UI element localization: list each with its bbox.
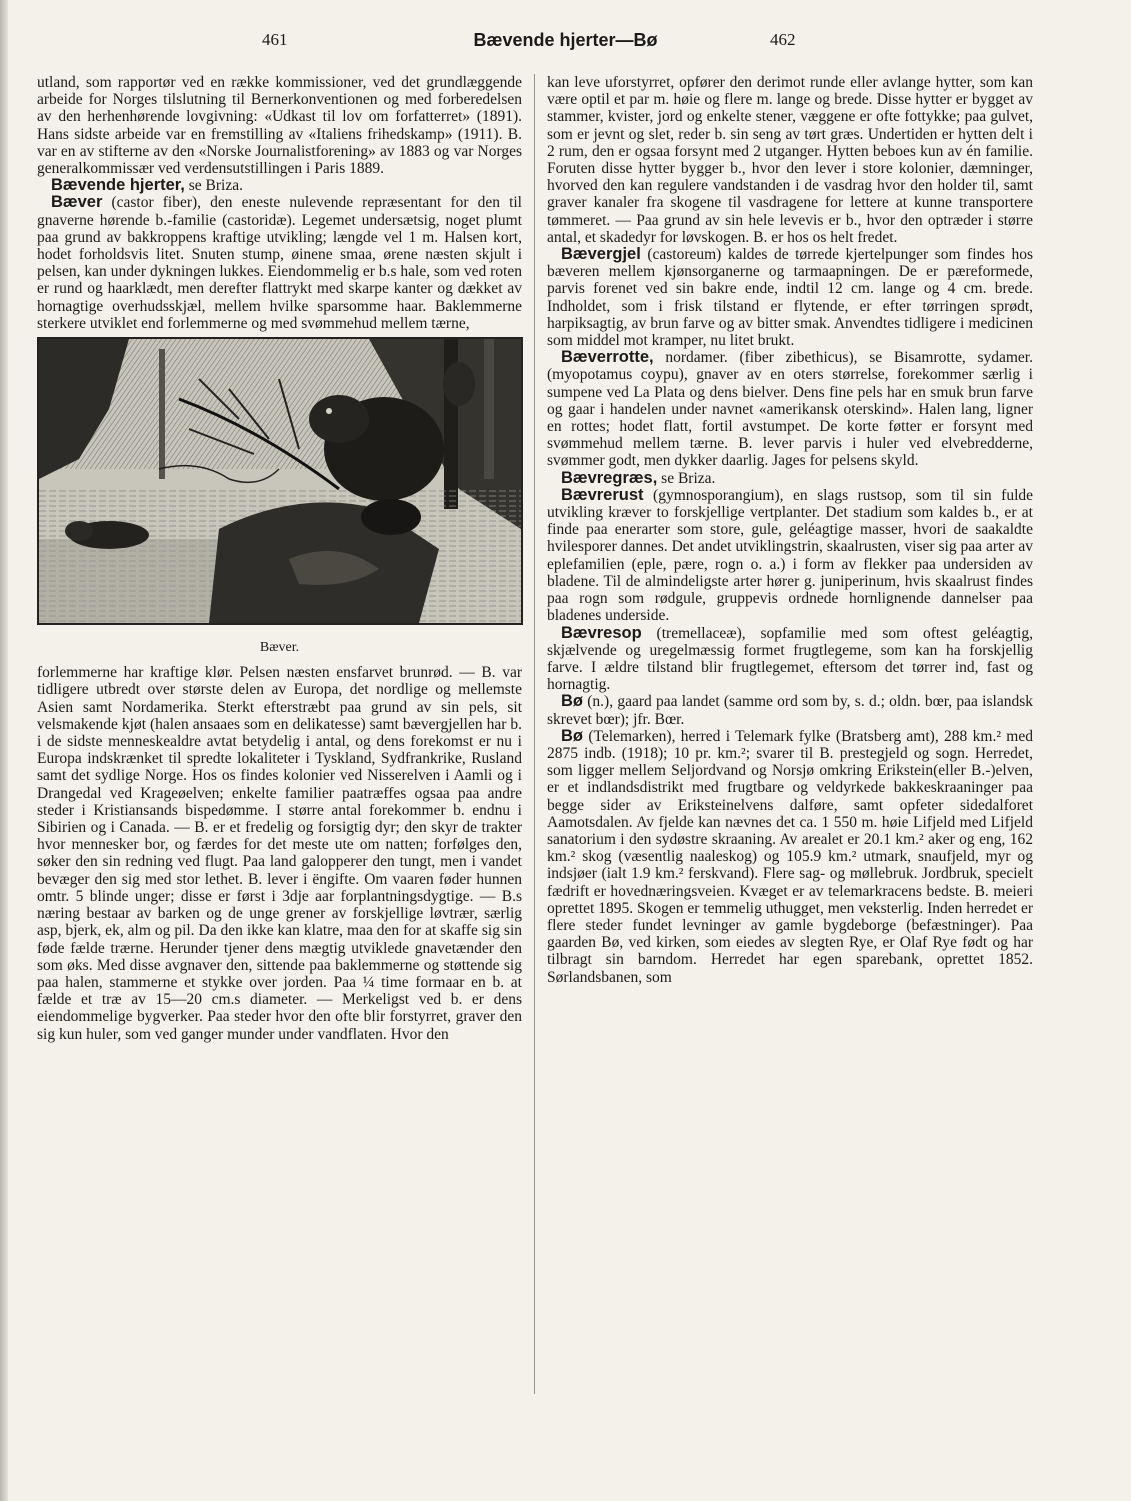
headword: Bævresop: [561, 623, 642, 642]
entry-bo-telemarken: [547, 728, 1033, 986]
figure-caption: Bæver.: [259, 640, 300, 656]
headword: Bævende hjerter,: [51, 176, 185, 195]
entry-baevregraes: [547, 470, 1033, 487]
headword: Bævregræs,: [561, 468, 658, 487]
entry-bo-gaard: [547, 693, 1033, 727]
headword: Bø: [561, 692, 583, 711]
running-title: Bævende hjerter—Bø: [473, 30, 658, 50]
paragraph: forlemmerne har kraftige klør. Pelsen næsten ensfarvet brunrød. — B. var tidligere utbredt over største delen av Europa, det nordlige og mellemste Asien samt Nordamerika. Sterkt efterstræbt paa grund av sin pels, sit velsmakende kjøt (halen ansaaes som en delikatesse) samt bævergjellen har b. i de sidste menneskealdre avtat betydelig i antal, og dens forekomst er nu i Europa indskrænket til spredte lokaliteter i Tyskland, Sydfrankrike, Rusland samt det sydlige Norge. Hos os findes kolonier ved Nisserelven i Aamli og i Drangedal ved Krageøelven; enkelte familier paatræffes ogsaa paa andre steder i Kristiansands bispedømme. I større antal forekommer b. endnu i Sibirien og i Canada. — B. er et fredelig og forsigtig dyr; den skyr de trakter hvor mennesker bor, og færdes for det meste ute om natten; forfølges den, søker den sin redning ved flugt. Paa land galopperer den tungt, men i vandet bevæger den sig med stor lethet. B. lever i ëngifte. Om vaaren føder hunnen omtr. 5 blinde unger; disse er først i 3dje aar forplantningsdygtige. — B.s næring bestaar av barken og de unge grener av forskjellige løvtrær, særlig asp, bjerk, ek, alm og pil. Da den ikke kan klatre, maa den for at skaffe sig sin føde fælde trærne. Herunder tjener dens mægtig utviklede gnavetænder den som øks. Med disse avgnaver den, sittende paa baklemmerne og støttende sig paa halen, stammerne et stykke over jorden. Paa ¼ time formaar en b. at fælde et træ av 15—20 cm.s diameter. — Merkeligst ved b. er dens eiendommelige bygverker. Paa steder hvor den ofte blir forstyrret, graver den sig kun huler, som ved ganger munder under vandflaten. Hvor den: [37, 664, 522, 1043]
entry-text: (tremellaceæ), sopfamilie med som oftest geléagtig, skjælvende og uregelmæssig formet frugtlegeme, som kan ha forskjellig farve. I ældre tilstand blir frugtlegemet, eftersom det tørrer ind, fast og hornagtig.: [547, 624, 1033, 694]
entry-baevende-hjerter: [37, 177, 522, 194]
entry-baever: [37, 194, 522, 332]
entry-text: (castor fiber), den eneste nulevende repræsentant for den til gnaverne hørende b.-familie (castoridæ). Legemet undersætsig, noget plumt paa grund av bakkroppens kraftige utvikling; længde vel 1 m. Halsen kort, hodet forholdsvis litet. Snuten stump, øinene smaa, ørene næsten skjult i pelsen, kan under dykningen lukkes. Eiendommelig er b.s hale, som ved roten er rund og haarklædt, men derefter flattrykt med skarpe kanter og dækket av hornagtige overhudsskjæl, mellem hvilke sparsomme haar. Baklemmerne sterkere utviklet end forlemmerne og med svømmehud mellem tærne,: [37, 194, 522, 332]
paragraph: utland, som rapportør ved en række kommissioner, ved det grundlæggende arbeide for Norges tilslutning til Bernerkonventionen og med forberedelsen av den herhenhørende lovgivning: «Udkast til lov om forfatterret» (1891). Hans sidste arbeide var en fremstilling av «Italiens frihedskamp» (1911). B. var en av stifterne av den «Norske Journalistforening» av 1883 og var Norges generalkommissær ved verdensutstillingen i Paris 1889.: [37, 74, 522, 178]
entry-text: se Briza.: [657, 469, 716, 487]
entry-text: (Telemarken), herred i Telemark fylke (Bratsberg amt), 288 km.² med 2875 indb. (1918); 10 pr. km.²; svarer til B. prestegjeld og sogn. Herredet, som ligger mellem Seljordvand og Norsjø omkring Erikstein(eller B.-)elven, er et indlandsdistrikt med frugtbare og veldyrkede bakkeskraaninger paa begge sider av Eriksteinelvens dalføre, samt opfeter sidedalforet Aamotsdalen. Av fjelde kan nævnes det ca. 1 550 m. høie Lifjeld med Lifjeld sanatorium i den sydøstre skraaning. Av arealet er 20.1 km.² aker og eng, 162 km.² skog (væsentlig naaleskog) og 105.9 km.² utmark, snaufjeld, myr og indsjøer (ialt 1.9 km.² ferskvand). Flere sag- og møllebruk. Jordbruk, specielt fædrift er hovednæringsveien. Kvæget er av telemarkracens bedste. B. meieri oprettet 1895. Skogen er temmelig uthugget, men veksterlig. Inden herredet er flere steder fundet levninger av gamle bygdeborge (befæstninger). Paa gaarden Bø, ved kirken, som eiedes av slegten Rye, er Olaf Rye født og har tilbragt sin barndom. Herredet har egen sparebank, oprettet 1852. Sørlandsbanen, som: [547, 727, 1033, 986]
page-binding-edge: [0, 0, 8, 1501]
left-column: [37, 74, 522, 1043]
paragraph: kan leve uforstyrret, opfører den derimot runde eller avlange hytter, som kan være optil et par m. høie og flere m. lange og brede. Disse hytter er bygget av stammer, kvister, jord og enkelte stener, væggene er ofte fottykke; paa gulvet, som er jevnt og slet, reder b. sin seng av tørt græs. Undertiden er hytten delt i 2 rum, den er ogsaa forsynt med 2 utganger. Hytten beboes kun av én familie. Foruten disse hytter bygger b., hvor den lever i store kolonier, dæmninger, hvorved den kan regulere vandstanden i de vasdrag hvor den holder til, samt graver kanaler fra skogene til vasdragene for lettere at kunne transportere tømmeret. — Paa grund av sin hele levevis er b., hvor den optræder i større antal, et skadedyr for løvskogen. B. er hos os helt fredet.: [547, 74, 1033, 246]
entry-baevresop: [547, 625, 1033, 694]
headword: Bævrerust: [561, 485, 644, 504]
beaver-engraving: [37, 337, 523, 625]
entry-text: (gymnosporangium), en slags rustsop, som til sin fulde utvikling kræver to forskjellige vertplanter. Det stadium som kaldes b., er at finde paa enerarter som store, gule, geléagtige masser, hvori de saakaldte hvilesporer dannes. Det andet utviklingstrin, skaalrusten, viser sig paa arter av eplefamilien (eple, pære, rogn o. a.) i form av flekker paa undersiden av bladene. Til de almindeligste arter hører g. juniperinum, hvis skaalrust findes paa rogn som rødgule, gruppevis ordnede hornlignende dannelser paa bladenes underside.: [547, 486, 1033, 625]
entry-text: se Briza.: [184, 177, 243, 195]
page-number-right: 462: [770, 30, 796, 49]
entry-baevrerust: [547, 487, 1033, 625]
headword: Bæver: [51, 193, 103, 212]
entry-text: (n.), gaard paa landet (samme ord som by, s. d.; oldn. bœr, paa islandsk skrevet bœr); jfr. Bœr.: [547, 693, 1033, 728]
beaver-illustration: [37, 337, 522, 625]
page-header: [0, 30, 1131, 60]
headword: Bø: [561, 726, 583, 745]
entry-baevergjel: [547, 246, 1033, 349]
entry-text: nordamer. (fiber zibethicus), se Bisamrotte, sydamer. (myopotamus coypu), gnaver av en oters størrelse, forekommer særlig i sumpene ved La Plata og dens bielver. Dens fine pels har en smuk brun farve og gaar i handelen under navnet «amerikansk oterskind». Halen lang, ligner en rottes; hodet flatt, fortil avstumpet. De korte føtter er forsynt med svømmehud mellem tærne. B. lever parvis i huler ved elvebredderne, svømmer godt, men dykker daarlig. Jages for pelsens skyld.: [547, 349, 1033, 470]
page-number-left: 461: [262, 30, 288, 49]
headword: Bæverrotte,: [561, 348, 654, 367]
right-column: [547, 74, 1033, 986]
headword: Bævergjel: [561, 245, 641, 264]
column-divider: [534, 74, 535, 1394]
entry-baeverrotte: [547, 349, 1033, 469]
entry-text: (castoreum) kaldes de tørrede kjertelpunger som findes hos bæveren mellem kjønsorganerne og tarmaapningen. De er pæreformede, parvis forenet ved sin bakre ende, indtil 12 cm. lange og 4 cm. brede. Indholdet, som i frisk tilstand er flytende, er efter tørringen sprødt, harpiksagtig, av brun farve og av bitter smak. Anvendtes tidligere i medicinen som middel mot kramper, nu litet brukt.: [547, 246, 1033, 350]
